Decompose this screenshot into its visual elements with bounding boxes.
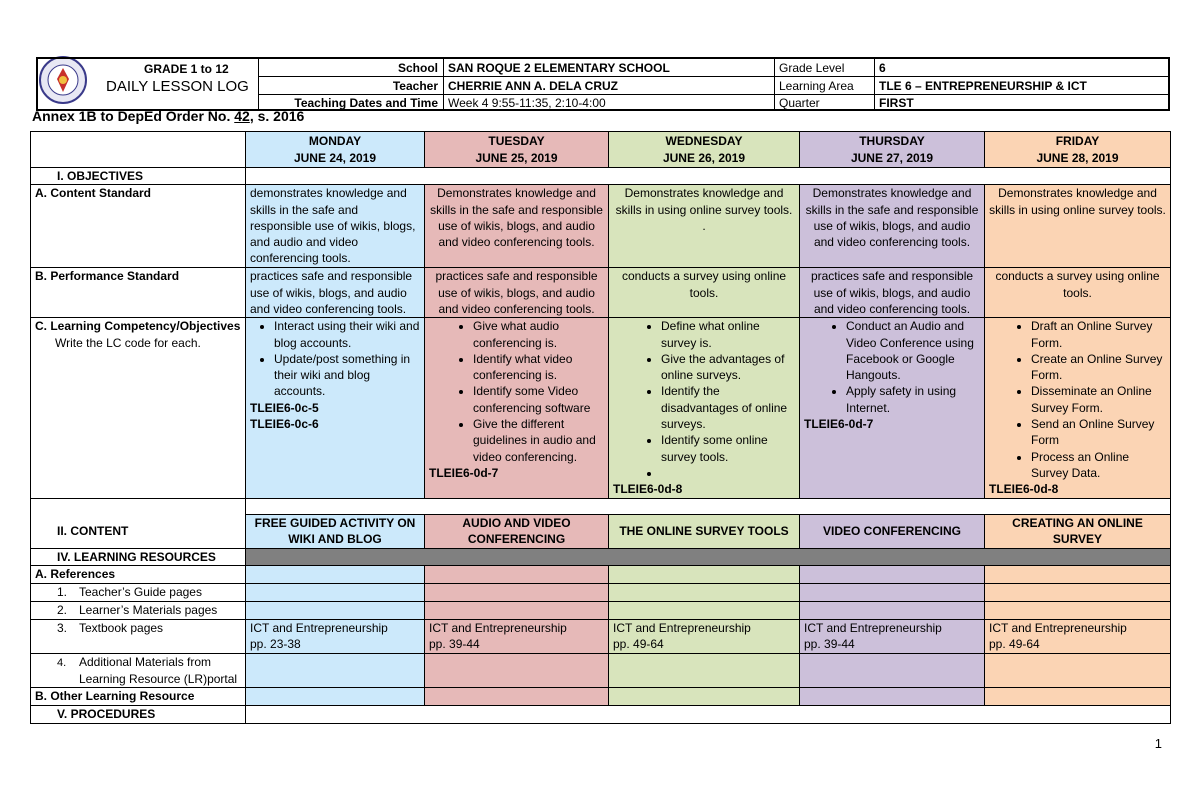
performance-standard-thursday: practices safe and responsible use of wikis, blogs, and audio and video conferencing tools. [800,268,985,318]
lesson-table [30,131,1171,724]
other-resource-label: B. Other Learning Resource [31,688,246,706]
competency-note: Write the LC code for each. [55,335,201,350]
textbook-row [31,619,1171,653]
day-header-tuesday: TUESDAY JUNE 25, 2019 [425,132,609,168]
textbook-tuesday: ICT and Entrepreneurship pp. 39-44 [425,619,609,653]
content-standard-label: A. Content Standard [31,185,246,268]
competency-item: • Identify some online survey tools. [661,432,795,465]
competency-item: • Give the different guidelines in audio and video conferencing. [473,416,604,465]
content-standard-friday: Demonstrates knowledge and skills in using online survey tools. [985,185,1171,268]
grade-level-value: 6 [879,61,886,75]
dates-label: Teaching Dates and Time [294,96,438,110]
procedures-row [31,706,1171,724]
competency-item: • Interact using their wiki and blog accounts. [274,318,420,351]
performance-standard-label: B. Performance Standard [31,268,246,318]
lc-code: TLEIE6-0c-6 [250,417,319,432]
additional-materials-row [31,653,1171,688]
content-standard-thursday: Demonstrates knowledge and skills in the safe and responsible use of wikis, blogs, and audio and video conferencing tools. [800,185,985,268]
competency-item-empty [661,465,795,481]
competency-label: C. Learning Competency/Objectives [35,319,241,334]
textbook-monday: ICT and Entrepreneurship pp. 23-38 [246,619,425,653]
additional-materials-label: 4. Additional Materials from Learning Resource (LR)portal [31,653,246,688]
performance-standard-monday: practices safe and responsible use of wikis, blogs, and audio and video conferencing tools. [246,268,425,318]
references-row [31,565,1171,583]
learning-area-label: Learning Area [779,79,854,93]
teachers-guide-row [31,583,1171,601]
content-standard-wednesday: Demonstrates knowledge and skills in using online survey tools. . [609,185,800,268]
day-header-row [31,132,1171,168]
school-label: School [397,61,438,75]
competency-tuesday [425,318,609,498]
lc-code: TLEIE6-0d-7 [429,465,499,480]
teachers-guide-label: 1. Teacher’s Guide pages [31,583,246,601]
learners-materials-label: 2. Learner’s Materials pages [31,601,246,619]
competency-item: • Disseminate an Online Survey Form. [1031,383,1166,416]
competency-item: • Apply safety in using Internet. [846,383,980,416]
dates-value: Week 4 9:55-11:35, 2:10-4:00 [448,96,606,110]
day-header-thursday: THURSDAY JUNE 27, 2019 [800,132,985,168]
annex-suffix: , s. 2016 [249,108,305,124]
learning-resources-label: IV. LEARNING RESOURCES [31,548,246,565]
page-number: 1 [1154,736,1162,751]
spacer-blank [246,498,1171,514]
competency-monday [246,318,425,498]
performance-standard-tuesday: practices safe and responsible use of wikis, blogs, and audio and video conferencing tools. [425,268,609,318]
learning-resources-bar [246,548,1171,565]
textbook-wednesday: ICT and Entrepreneurship pp. 49-64 [609,619,800,653]
performance-standard-wednesday: conducts a survey using online tools. [609,268,800,318]
empty-corner [31,132,246,168]
competency-item: • Define what online survey is. [661,318,795,351]
competency-item: • Update/post something in their wiki and blog accounts. [274,351,420,400]
competency-wednesday [609,318,800,498]
competency-item: • Give what audio conferencing is. [473,318,604,351]
lc-code: TLEIE6-0c-5 [250,400,319,415]
content-label: II. CONTENT [31,514,246,548]
content-standard-monday: demonstrates knowledge and skills in the safe and responsible use of wikis, blogs, and audio and video conferencing tools. [246,185,425,268]
references-label: A. References [31,565,246,583]
day-header-friday: FRIDAY JUNE 28, 2019 [985,132,1171,168]
teacher-label: Teacher [392,79,438,93]
content-standard-tuesday: Demonstrates knowledge and skills in the safe and responsible use of wikis, blogs, and audio and video conferencing tools. [425,185,609,268]
content-thursday: VIDEO CONFERENCING [800,514,985,548]
performance-standard-row [31,268,1171,318]
content-monday: FREE GUIDED ACTIVITY ON WIKI AND BLOG [246,514,425,548]
log-title: DAILY LESSON LOG [106,78,249,95]
school-value: SAN ROQUE 2 ELEMENTARY SCHOOL [448,61,670,75]
objectives-row [31,168,1171,185]
spacer-row [31,498,1171,514]
performance-standard-friday: conducts a survey using online tools. [985,268,1171,318]
textbook-friday: ICT and Entrepreneurship pp. 49-64 [985,619,1171,653]
content-row [31,514,1171,548]
competency-item: • Give the advantages of online surveys. [661,351,795,384]
learning-area-value: TLE 6 – ENTREPRENEURSHIP & ICT [879,79,1087,93]
quarter-value: FIRST [879,96,914,110]
lc-code: TLEIE6-0d-8 [989,482,1059,497]
content-tuesday: AUDIO AND VIDEO CONFERENCING [425,514,609,548]
objectives-blank [246,168,1171,185]
competency-item: • Identify what video conferencing is. [473,351,604,384]
textbook-thursday: ICT and Entrepreneurship pp. 39-44 [800,619,985,653]
competency-item: • Send an Online Survey Form [1031,416,1166,449]
quarter-label: Quarter [779,96,820,110]
competency-item: • Create an Online Survey Form. [1031,351,1166,384]
competency-item: • Conduct an Audio and Video Conference using Facebook or Google Hangouts. [846,318,980,383]
annex-reference [32,108,304,124]
content-friday: CREATING AN ONLINE SURVEY [985,514,1171,548]
competency-row [31,318,1171,498]
day-header-wednesday: WEDNESDAY JUNE 26, 2019 [609,132,800,168]
teacher-value: CHERRIE ANN A. DELA CRUZ [448,79,618,93]
lesson-log-header [36,57,1170,111]
content-standard-row [31,185,1171,268]
competency-item: • Identify the disadvantages of online surveys. [661,383,795,432]
content-wednesday: THE ONLINE SURVEY TOOLS [609,514,800,548]
annex-prefix: Annex 1B to DepEd Order No. [32,108,235,124]
textbook-label: 3. Textbook pages [31,619,246,653]
procedures-label: V. PROCEDURES [31,706,246,724]
spacer-label [31,498,246,514]
procedures-blank [246,706,1171,724]
learners-materials-row [31,601,1171,619]
competency-item: • Identify some Video conferencing software [473,383,604,416]
competency-friday [985,318,1171,498]
grade-range: GRADE 1 to 12 [144,62,229,76]
other-resource-row [31,688,1171,706]
objectives-label: I. OBJECTIVES [31,168,246,185]
annex-order-no: 42 [234,108,250,124]
lc-code: TLEIE6-0d-7 [804,417,874,432]
competency-thursday [800,318,985,498]
competency-item: • Draft an Online Survey Form. [1031,318,1166,351]
day-header-monday: MONDAY JUNE 24, 2019 [246,132,425,168]
competency-item: • Process an Online Survey Data. [1031,449,1166,482]
competency-label-cell [31,318,246,498]
learning-resources-row [31,548,1171,565]
grade-level-label: Grade Level [779,61,845,75]
lc-code: TLEIE6-0d-8 [613,481,683,496]
